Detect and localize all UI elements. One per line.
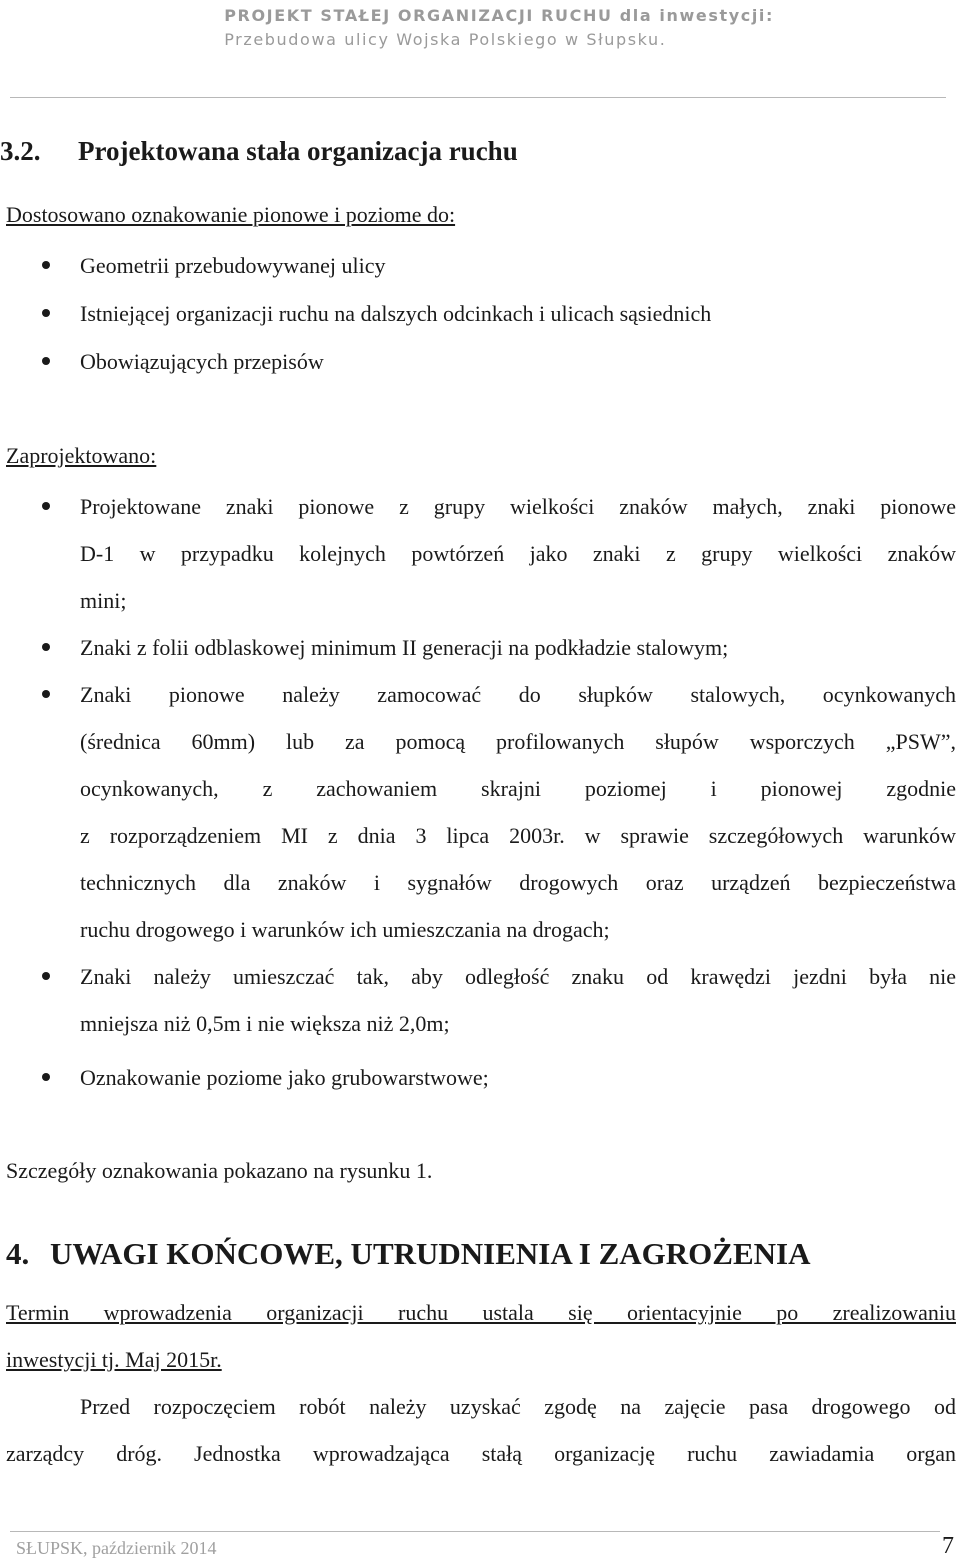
list-item-line: ruchu drogowego i warunków ich umieszczania na drogach; xyxy=(80,917,610,942)
list-item xyxy=(80,671,956,953)
list-item-text: Geometrii przebudowywanej ulicy xyxy=(80,253,386,278)
bullet-icon xyxy=(42,357,50,365)
list-item xyxy=(80,624,956,671)
list-item-line: Znaki należy umieszczać tak, aby odległość znaku od krawędzi jezdni była nie xyxy=(80,964,956,989)
paragraph-permit xyxy=(6,1383,956,1477)
designed-label: Zaprojektowano: xyxy=(6,443,157,468)
list-item xyxy=(80,483,956,624)
bullet-icon xyxy=(42,690,50,698)
page-header xyxy=(224,4,774,52)
paragraph-line: Przed rozpoczęciem robót należy uzyskać zgodę na zajęcie pasa drogowego od xyxy=(80,1394,956,1419)
list-item-line: z rozporządzeniem MI z dnia 3 lipca 2003r. w sprawie szczegółowych warunków xyxy=(80,823,956,848)
section-title: Projektowana stała organizacja ruchu xyxy=(78,136,518,166)
paragraph-line: zarządcy dróg. Jednostka wprowadzająca stałą organizację ruchu zawiadamia organ xyxy=(6,1441,956,1466)
details-note: Szczegóły oznakowania pokazano na rysunku 1. xyxy=(6,1158,433,1183)
intro-label: Dostosowano oznakowanie pionowe i poziome do: xyxy=(6,202,456,227)
paragraph-line: Termin wprowadzenia organizacji ruchu ustala się orientacyjnie po zrealizowaniu xyxy=(6,1300,956,1325)
section-heading-4 xyxy=(6,1236,810,1272)
list-item-line: mniejsza niż 0,5m i nie większa niż 2,0m; xyxy=(80,1011,450,1036)
footer-divider xyxy=(10,1531,940,1532)
list-item xyxy=(80,290,956,337)
header-divider xyxy=(10,97,946,98)
list-item xyxy=(80,338,956,385)
page-number: 7 xyxy=(942,1533,954,1559)
list-item-line: ocynkowanych, z zachowaniem skrajni poziomej i pionowej zgodnie xyxy=(80,776,956,801)
bullet-icon xyxy=(42,261,50,269)
list-item-line: D-1 w przypadku kolejnych powtórzeń jako znaki z grupy wielkości znaków xyxy=(80,541,956,566)
bullet-icon xyxy=(42,502,50,510)
paragraph-term xyxy=(6,1289,956,1383)
section-number: 4. xyxy=(6,1236,30,1271)
header-investment-name: Przebudowa ulicy Wojska Polskiego w Słupsku. xyxy=(224,30,667,49)
footer-location-date: SŁUPSK, październik 2014 xyxy=(16,1538,217,1558)
list-item-line: Znaki z folii odblaskowej minimum II generacji na podkładzie stalowym; xyxy=(80,635,729,660)
list-item-text: Istniejącej organizacji ruchu na dalszych odcinkach i ulicach sąsiednich xyxy=(80,301,712,326)
header-project-title: PROJEKT STAŁEJ ORGANIZACJI RUCHU dla inwestycji: xyxy=(224,6,774,25)
list-item-line: Znaki pionowe należy zamocować do słupków stalowych, ocynkowanych xyxy=(80,682,956,707)
list-item-line: mini; xyxy=(80,588,127,613)
section-number: 3.2. xyxy=(0,136,41,166)
bullet-icon xyxy=(42,1073,50,1081)
list-item-line: Oznakowanie poziome jako grubowarstwowe; xyxy=(80,1065,489,1090)
bullet-icon xyxy=(42,972,50,980)
bullet-icon xyxy=(42,309,50,317)
list-item xyxy=(80,953,956,1047)
list-item-line: technicznych dla znaków i sygnałów drogowych oraz urządzeń bezpieczeństwa xyxy=(80,870,956,895)
list-item xyxy=(80,242,956,289)
list-item-line: Projektowane znaki pionowe z grupy wielkości znaków małych, znaki pionowe xyxy=(80,494,956,519)
section-heading-3-2 xyxy=(0,136,518,167)
list-item-text: Obowiązujących przepisów xyxy=(80,349,324,374)
list-item xyxy=(80,1054,956,1101)
list-item-line: (średnica 60mm) lub za pomocą profilowanych słupów wsporczych „PSW”, xyxy=(80,729,956,754)
section-title: UWAGI KOŃCOWE, UTRUDNIENIA I ZAGROŻENIA xyxy=(50,1236,811,1271)
bullet-icon xyxy=(42,643,50,651)
paragraph-line: inwestycji tj. Maj 2015r. xyxy=(6,1347,222,1372)
